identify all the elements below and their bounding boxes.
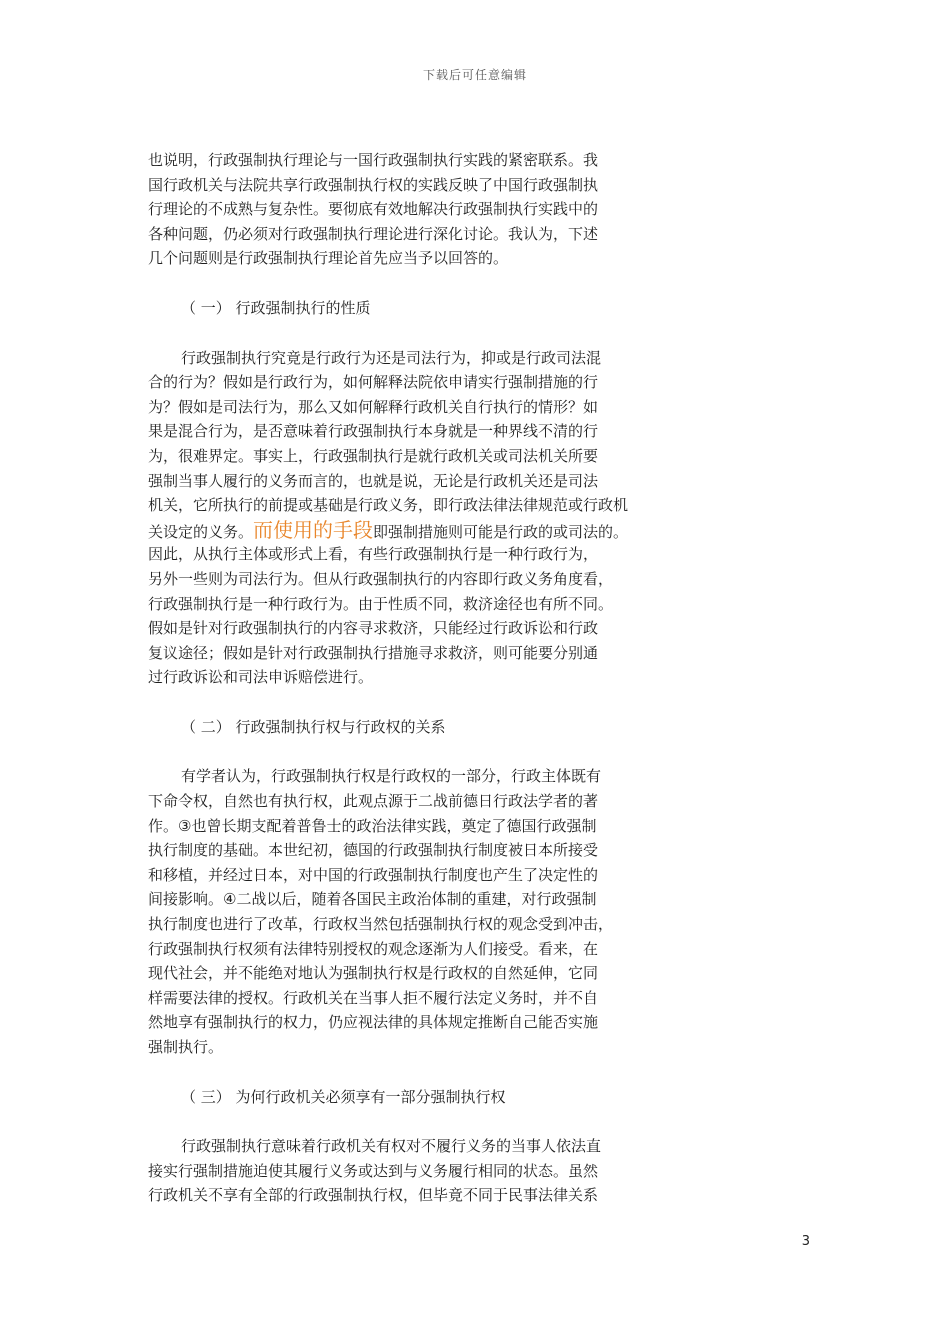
text-line: 执行制度也进行了改革，行政权当然包括强制执行权的观念受到冲击， [148, 915, 614, 934]
text-line: 行政强制执行意味着行政机关有权对不履行义务的当事人依法直 [181, 1137, 602, 1156]
page-number: 3 [801, 1234, 810, 1249]
text-line: 为，很难界定。事实上，行政强制执行是就行政机关或司法机关所要 [148, 446, 599, 465]
text-line: 机关，它所执行的前提或基础是行政义务，即行政法律法律规范或行政机 [148, 496, 629, 515]
text-line: 几个问题则是行政强制执行理论首先应当予以回答的。 [148, 249, 509, 268]
text-line: 各种问题，仍必须对行政强制执行理论进行深化讨论。我认为，下述 [148, 224, 599, 243]
paragraph [148, 148, 648, 271]
text-line: 强制执行。 [148, 1038, 224, 1056]
text-line: 然地享有强制执行的权力，仍应视法律的具体规定推断自己能否实施 [148, 1013, 599, 1032]
section-heading: （ 一） 行政强制执行的性质 [181, 298, 371, 317]
text-line: 行政机关不享有全部的行政强制执行权，但毕竟不同于民事法律关系 [148, 1186, 599, 1205]
text-line: 现代社会，并不能绝对地认为强制执行权是行政权的自然延伸，它同 [148, 964, 599, 983]
text-line: 国行政机关与法院共享行政强制执行权的实践反映了中国行政强制执 [148, 175, 599, 194]
section-heading: （ 二） 行政强制执行权与行政权的关系 [181, 717, 446, 736]
text-line: 复议途径；假如是针对行政强制执行措施寻求救济，则可能要分别通 [148, 643, 599, 662]
text-line: 因此，从执行主体或形式上看，有些行政强制执行是一种行政行为， [148, 545, 599, 564]
paragraph [148, 1134, 648, 1208]
text-line: 果是混合行为，是否意味着行政强制执行本身就是一种界线不清的行 [148, 422, 599, 441]
section-heading: （ 三） 为何行政机关必须享有一部分强制执行权 [181, 1087, 506, 1106]
text-segment: 关设定的义务。 [148, 522, 254, 541]
text-line: 和移植，并经过日本，对中国的行政强制执行制度也产生了决定性的 [148, 865, 599, 884]
text-line-with-highlight [148, 518, 648, 543]
text-line: 执行制度的基础。本世纪初，德国的行政强制执行制度被日本所接受 [148, 841, 599, 860]
text-line: 行政强制执行是一种行政行为。由于性质不同，救济途径也有所不同。 [148, 594, 614, 613]
text-line: 行政强制执行权须有法律特别授权的观念逐渐为人们接受。看来，在 [148, 939, 599, 958]
text-line: 过行政诉讼和司法申诉赔偿进行。 [148, 668, 374, 687]
page-header: 下载后可任意编辑 [422, 68, 527, 82]
text-line: 行理论的不成熟与复杂性。要彻底有效地解决行政强制执行实践中的 [148, 200, 599, 219]
text-line: 行政强制执行究竟是行政行为还是司法行为，抑或是行政司法混 [181, 348, 602, 367]
text-line: 样需要法律的授权。行政机关在当事人拒不履行法定义务时，并不自 [148, 988, 599, 1007]
paragraph [148, 764, 648, 1059]
text-line: 间接影响。④二战以后，随着各国民主政治体制的重建，对行政强制 [148, 890, 597, 909]
text-line: 作。③也曾长期支配着普鲁士的政治法律实践，奠定了德国行政强制 [148, 816, 597, 835]
text-line: 下命令权，自然也有执行权，此观点源于二战前德日行政法学者的著 [148, 792, 599, 811]
paragraph [148, 346, 648, 690]
text-line: 也说明，行政强制执行理论与一国行政强制执行实践的紧密联系。我 [148, 151, 599, 169]
text-line: 有学者认为，行政强制执行权是行政权的一部分，行政主体既有 [181, 767, 602, 786]
document-body [148, 148, 648, 1208]
text-line: 假如是针对行政强制执行的内容寻求救济，只能经过行政诉讼和行政 [148, 619, 599, 638]
highlighted-text: 而使用的手段 [253, 517, 374, 542]
text-line: 另外一些则为司法行为。但从行政强制执行的内容即行政义务角度看， [148, 569, 614, 588]
text-line: 接实行强制措施迫使其履行义务或达到与义务履行相同的状态。虽然 [148, 1161, 599, 1180]
text-segment: 即强制措施则可能是行政的或司法的。 [373, 522, 629, 541]
text-line: 为？假如是司法行为，那么又如何解释行政机关自行执行的情形？如 [148, 397, 599, 416]
text-line: 强制当事人履行的义务而言的，也就是说，无论是行政机关还是司法 [148, 471, 599, 490]
text-line: 合的行为？假如是行政行为，如何解释法院依申请实行强制措施的行 [148, 373, 599, 392]
